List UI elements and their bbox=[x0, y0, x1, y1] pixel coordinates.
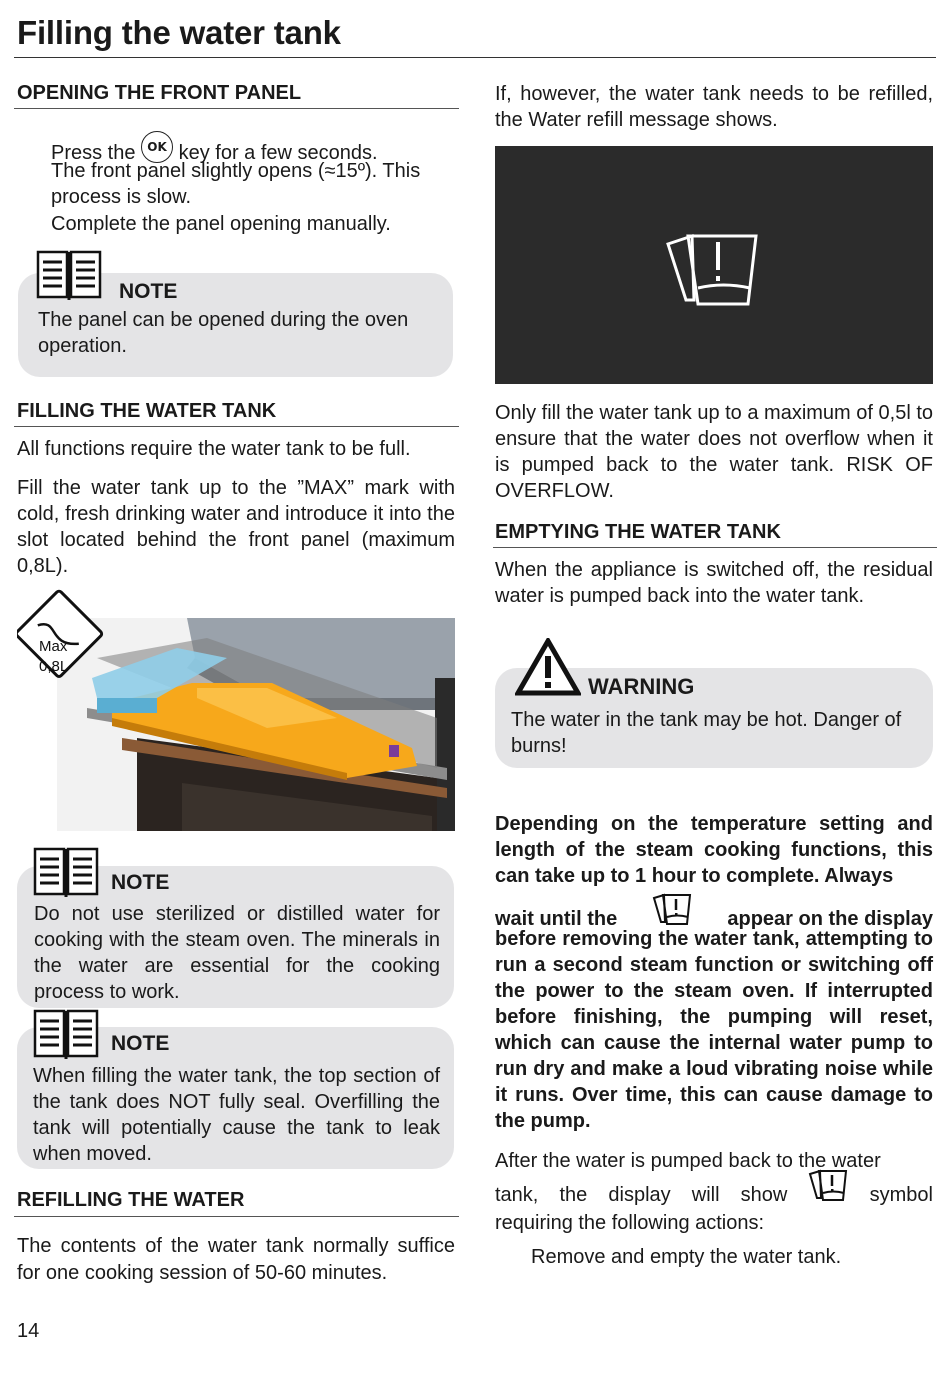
filling-divider bbox=[14, 426, 459, 427]
after-line-1: After the water is pumped back to the water bbox=[495, 1150, 881, 1172]
key-text: key for a few seconds. bbox=[178, 142, 378, 164]
opening-heading: OPENING THE FRONT PANEL bbox=[17, 82, 302, 104]
wait-text: wait until the bbox=[495, 908, 618, 930]
warning-triangle-icon bbox=[515, 638, 581, 696]
max-badge-label: Max bbox=[39, 638, 68, 655]
filling-heading: FILLING THE WATER TANK bbox=[17, 400, 277, 422]
opening-divider bbox=[14, 108, 459, 109]
after-line-2 bbox=[495, 1168, 933, 1208]
note-text-3: When filling the water tank, the top section of the tank does NOT fully seal. Overfilling the tank will potentially cause the tank to leak when moved. bbox=[33, 1065, 440, 1165]
book-icon bbox=[33, 847, 99, 899]
note-label-3: NOTE bbox=[111, 1032, 170, 1055]
book-icon bbox=[33, 1009, 99, 1061]
emptying-p1: When the appliance is switched off, the residual water is pumped back into the water tank. bbox=[495, 559, 933, 607]
title-divider bbox=[14, 57, 936, 58]
page-number: 14 bbox=[17, 1320, 40, 1342]
bold-paragraph-2: before removing the water tank, attempting to run a second steam function or switching off the power to the steam oven. If interrupted before finishing, the pumping will reset, which can cause the internal water pump to run dry and make a loud vibrating noise while it runs. Over time, this can cause damage to the pump. bbox=[495, 928, 933, 1132]
warning-text: The water in the tank may be hot. Danger of burns! bbox=[511, 709, 902, 757]
refilling-heading: REFILLING THE WATER bbox=[17, 1189, 245, 1211]
max-fill-text: Only fill the water tank up to a maximum of 0,5l to ensure that the water does not overflow when it is pumped back to the water tank. RISK OF OVERFLOW. bbox=[495, 402, 933, 502]
water-tank-icon bbox=[652, 892, 692, 926]
symbol-word: symbol bbox=[869, 1184, 933, 1206]
action-step: Remove and empty the water tank. bbox=[531, 1246, 842, 1268]
emptying-divider bbox=[493, 547, 937, 548]
opening-step-3: Complete the panel opening manually. bbox=[51, 213, 391, 235]
filling-p2: Fill the water tank up to the ”MAX” mark with cold, fresh drinking water and introduce it into the slot located behind the front panel (maximum 0,8L). bbox=[17, 477, 455, 577]
press-text: Press the bbox=[51, 142, 136, 164]
note-label-2: NOTE bbox=[111, 871, 170, 894]
emptying-heading: EMPTYING THE WATER TANK bbox=[495, 521, 781, 543]
warning-label: WARNING bbox=[588, 674, 695, 699]
page-title: Filling the water tank bbox=[17, 14, 341, 51]
oven-water-tank-illustration bbox=[17, 588, 457, 833]
refilling-p1: The contents of the water tank normally suffice for one cooking session of 50-60 minutes. bbox=[17, 1235, 455, 1284]
refill-intro: If, however, the water tank needs to be refilled, the Water refill message shows. bbox=[495, 83, 933, 131]
book-icon bbox=[36, 250, 102, 302]
tank-word: tank, bbox=[495, 1184, 539, 1206]
filling-p1: All functions require the water tank to be full. bbox=[17, 438, 411, 460]
opening-step-2: The front panel slightly opens (≈15º). This process is slow. bbox=[51, 160, 421, 208]
display-word: display bbox=[608, 1184, 671, 1206]
water-tank-icon bbox=[808, 1168, 848, 1202]
appear-text: appear on the display bbox=[727, 908, 933, 930]
show-word: show bbox=[740, 1184, 788, 1206]
water-refill-icon bbox=[662, 230, 762, 310]
bold-paragraph-1: Depending on the temperature setting and length of the steam cooking functions, this can take up to 1 hour to complete. Always bbox=[495, 813, 933, 887]
note-text-1: The panel can be opened during the oven operation. bbox=[38, 309, 409, 357]
refilling-divider bbox=[14, 1216, 459, 1217]
ok-key-icon: OK bbox=[141, 131, 173, 163]
volume-badge-label: 0,8L bbox=[39, 658, 69, 675]
note-label-1: NOTE bbox=[119, 280, 178, 303]
will-word: will bbox=[691, 1184, 720, 1206]
the-word: the bbox=[559, 1184, 588, 1206]
after-line-3: requiring the following actions: bbox=[495, 1212, 765, 1234]
note-text-2: Do not use sterilized or distilled water for cooking with the steam oven. The minerals in the water are essential for the cooking process to work. bbox=[34, 903, 440, 1003]
